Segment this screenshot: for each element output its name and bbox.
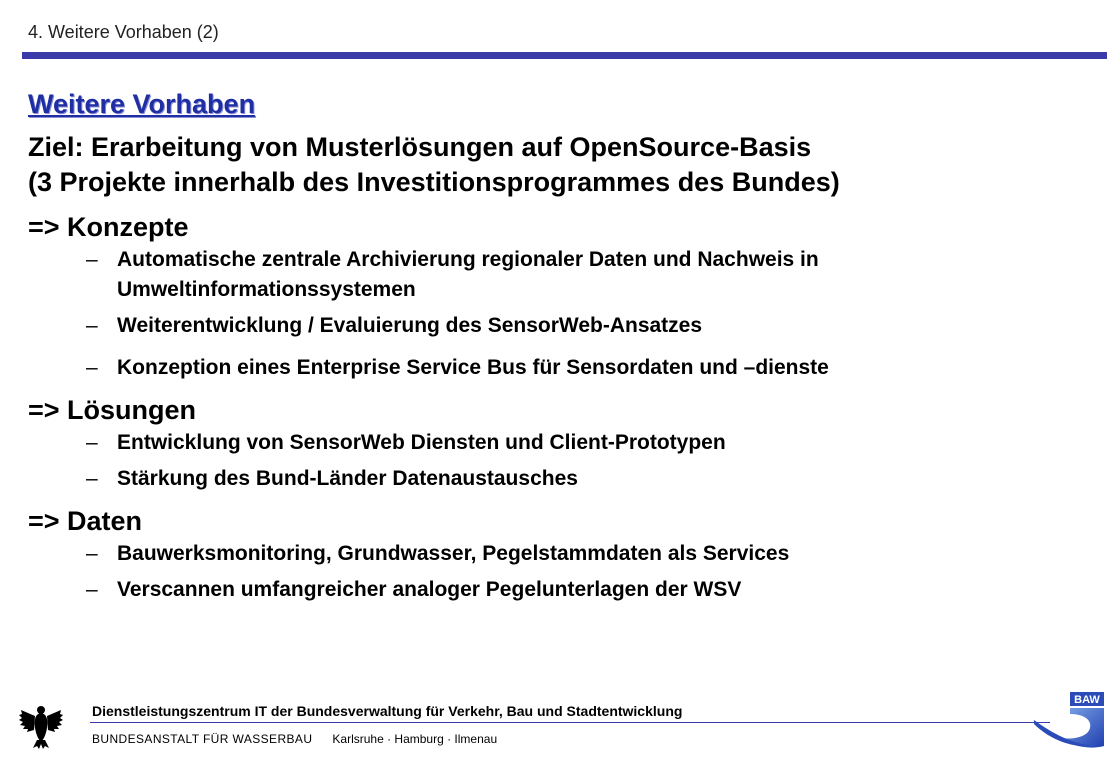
footer-divider — [90, 722, 1050, 723]
institution-locations: Karlsruhe · Hamburg · Ilmenau — [332, 732, 498, 746]
list-item — [28, 353, 1098, 383]
list-item — [28, 575, 1098, 605]
dash-bullet: – — [86, 542, 98, 565]
daten-list — [28, 539, 1098, 605]
header-divider — [22, 52, 1107, 59]
list-item — [28, 311, 1098, 341]
goal-line-2: (3 Projekte innerhalb des Investitionsprogrammes des Bundes) — [28, 167, 840, 197]
slide-content — [28, 84, 1098, 605]
list-item-text: Automatische zentrale Archivierung regionaler Daten und Nachweis in Umweltinformationssystemen — [117, 248, 819, 301]
institution-name: BUNDESANSTALT FÜR WASSERBAU — [92, 732, 313, 746]
konzepte-list — [28, 245, 1098, 383]
list-item-text: Weiterentwicklung / Evaluierung des SensorWeb-Ansatzes — [117, 314, 703, 337]
section-title-konzepte: => Konzepte — [28, 212, 189, 242]
section-title-daten: => Daten — [28, 506, 143, 536]
list-item-text: Verscannen umfangreicher analoger Pegelunterlagen der WSV — [117, 578, 742, 601]
baw-logo — [1030, 690, 1106, 752]
list-item-text: Stärkung des Bund-Länder Datenaustausches — [117, 467, 578, 490]
goal-line-1: Ziel: Erarbeitung von Musterlösungen auf OpenSource-Basis — [28, 132, 812, 162]
footer-institution-line — [92, 732, 497, 746]
baw-logo-text: BAW — [1074, 694, 1100, 706]
list-item-text: Entwicklung von SensorWeb Diensten und Client-Prototypen — [117, 431, 726, 454]
list-item — [28, 464, 1098, 494]
section-heading: Weitere Vorhaben — [28, 89, 256, 119]
list-item — [28, 245, 1098, 305]
slide-title: 4. Weitere Vorhaben (2) — [28, 22, 219, 42]
list-item — [28, 539, 1098, 569]
dash-bullet: – — [86, 248, 98, 271]
dash-bullet: – — [86, 314, 98, 337]
footer-organization: Dienstleistungszentrum IT der Bundesverwaltung für Verkehr, Bau und Stadtentwicklung — [92, 703, 683, 719]
section-title-loesungen: => Lösungen — [28, 395, 197, 425]
federal-eagle-icon — [18, 702, 64, 750]
list-item-text: Bauwerksmonitoring, Grundwasser, Pegelstammdaten als Services — [117, 542, 790, 565]
dash-bullet: – — [86, 356, 98, 379]
dash-bullet: – — [86, 467, 98, 490]
list-item-text: Konzeption eines Enterprise Service Bus für Sensordaten und –dienste — [117, 356, 829, 379]
list-item — [28, 428, 1098, 458]
loesungen-list — [28, 428, 1098, 494]
dash-bullet: – — [86, 578, 98, 601]
dash-bullet: – — [86, 431, 98, 454]
